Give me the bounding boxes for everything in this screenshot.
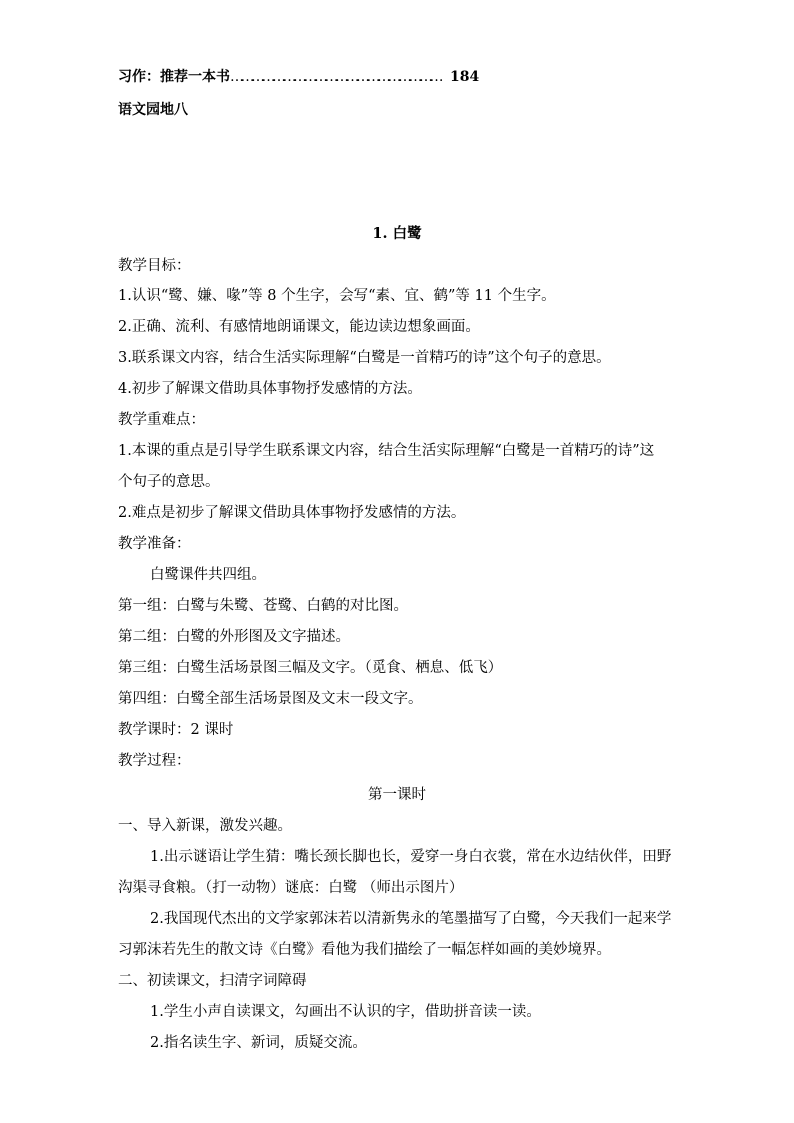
step-item: 1.出示谜语让学生猜：嘴长颈长脚也长，爱穿一身白衣裳，常在水边结伙伴，田野 bbox=[150, 849, 672, 865]
goal-item: 2.正确、流利、有感情地朗诵课文，能边读边想象画面。 bbox=[118, 319, 480, 335]
class-hours: 教学课时：2 课时 bbox=[118, 722, 234, 738]
step-heading: 二、初读课文，扫清字词障碍 bbox=[118, 973, 307, 989]
toc-entry-writing bbox=[118, 67, 479, 87]
toc-leader: …………………………………………………… bbox=[230, 69, 440, 85]
toc-page-number: 184 bbox=[450, 69, 480, 85]
keypoints-heading: 教学重难点： bbox=[118, 412, 205, 428]
prep-group: 第一组：白鹭与朱鹭、苍鹭、白鹤的对比图。 bbox=[118, 598, 408, 614]
toc-title: 习作：推荐一本书 bbox=[118, 69, 230, 85]
step-item: 1.学生小声自读课文，勾画出不认识的字，借助拼音读一读。 bbox=[150, 1004, 541, 1020]
step-item: 2.指名读生字、新词，质疑交流。 bbox=[150, 1035, 367, 1051]
process-heading: 教学过程： bbox=[118, 753, 191, 769]
step-item-continued: 习郭沫若先生的散文诗《白鹭》看他为我们描绘了一幅怎样如画的美妙境界。 bbox=[118, 942, 611, 958]
prep-group: 第二组：白鹭的外形图及文字描述。 bbox=[118, 629, 350, 645]
keypoint-item-continued: 个句子的意思。 bbox=[118, 474, 220, 490]
goals-heading: 教学目标： bbox=[118, 258, 191, 274]
goal-item: 4.初步了解课文借助具体事物抒发感情的方法。 bbox=[118, 381, 422, 397]
prep-intro: 白鹭课件共四组。 bbox=[150, 567, 266, 583]
lesson-title: 1. 白鹭 bbox=[372, 225, 422, 242]
prep-group: 第三组：白鹭生活场景图三幅及文字。（觅食、栖息、低飞） bbox=[118, 660, 503, 676]
step-item-continued: 沟渠寻食粮。（打一动物）谜底：白鹭 （师出示图片） bbox=[118, 880, 464, 896]
goal-item: 1.认识“鹭、嫌、喙”等 8 个生字，会写“素、宜、鹤”等 11 个生字。 bbox=[118, 288, 556, 304]
keypoint-item: 1.本课的重点是引导学生联系课文内容，结合生活实际理解“白鹭是一首精巧的诗”这 bbox=[118, 443, 655, 459]
goal-item: 3.联系课文内容，结合生活实际理解“白鹭是一首精巧的诗”这个句子的意思。 bbox=[118, 350, 611, 366]
period-title: 第一课时 bbox=[368, 787, 426, 803]
prep-group: 第四组：白鹭全部生活场景图及文末一段文字。 bbox=[118, 691, 423, 707]
keypoint-item: 2.难点是初步了解课文借助具体事物抒发感情的方法。 bbox=[118, 505, 466, 521]
toc-entry-garden: 语文园地八 bbox=[118, 102, 188, 118]
prep-heading: 教学准备： bbox=[118, 536, 191, 552]
step-heading: 一、导入新课，激发兴趣。 bbox=[118, 818, 292, 834]
step-item: 2.我国现代杰出的文学家郭沫若以清新隽永的笔墨描写了白鹭，今天我们一起来学 bbox=[150, 911, 672, 927]
